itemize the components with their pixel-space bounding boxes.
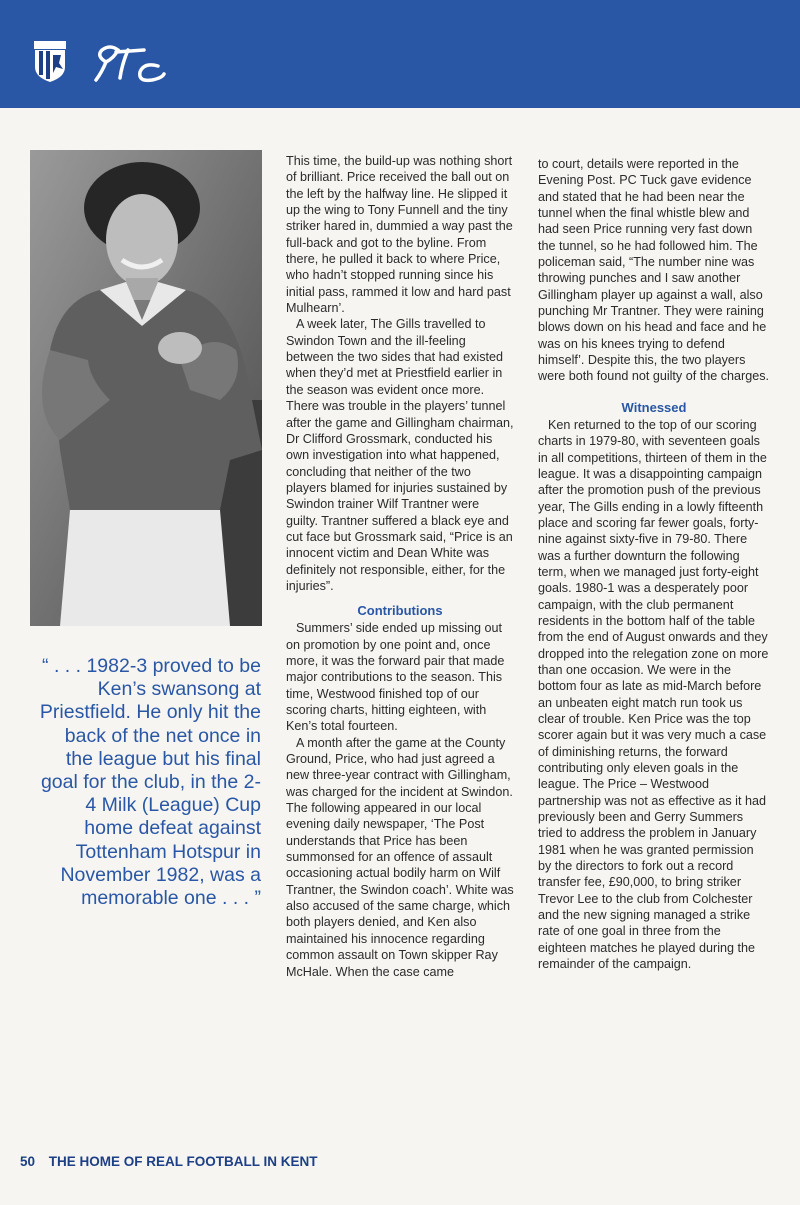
club-crest-icon: [34, 41, 66, 83]
section-heading-contributions: Contributions: [357, 603, 443, 619]
footer-title: THE HOME OF REAL FOOTBALL IN KENT: [48, 1154, 318, 1169]
paragraph: A month after the game at the County Ground, Price, who had just agreed a new three-year contract with Gillingham, was charged for the incident at Swindon. The following appeared in our local evening daily newspaper, ‘The Post understands that Price has been summonsed for an offence of assault occasioning actual bodily harm on Wilf Trantner, the Swindon coach’. White was also accused of the same charge, which both players denied, and Ken also maintained his innocence regarding common assault on Town skipper Ray McHale. When the case came: [286, 735, 514, 979]
paragraph: to court, details were reported in the Evening Post. PC Tuck gave evidence and stated that he had been near the tunnel when the final whistle blew and had seen Price running very fast down the tunnel, so he had followed him. The policeman said, “The number nine was throwing punches and I saw another Gillingham player up against a wall, also punching Mr Trantner. They were raining blows down on his head and face and he was on his knees trying to defend himself’. Despite this, the two players were both found not guilty of the charges.: [538, 157, 770, 384]
paragraph: Summers’ side ended up missing out on promotion by one point and, once more, it was the forward pair that made major contributions to the season. This time, Westwood finished top of our scoring charts, hitting eighteen, with Ken’s total fourteen.: [286, 621, 505, 734]
player-photo: [30, 150, 262, 626]
pull-quote: “ . . . 1982-3 proved to be Ken’s swansong at Priestfield. He only hit the back of the net once in the league but his final goal for the club, in the 2-4 Milk (League) Cup home defeat against Tottenham Hotspur in November 1982, was a memorable one . . . ”: [39, 655, 261, 910]
article-column-1: [286, 153, 514, 980]
paragraph: Ken returned to the top of our scoring charts in 1979-80, with seventeen goals in all competitions, thirteen of them in the league. It was a disappointing campaign after the promotion push of the previous year, The Gills ending in a lowly fifteenth place and scoring far fewer goals, forty-nine against sixty-five in 79-80. There was a further downturn the following term, when we managed just forty-eight goals. 1980-1 was a desperately poor campaign, with the club permanent residents in the bottom half of the table from the end of August onwards and they dropped into the relegation zone on more than one occasion. We were in the bottom four as late as mid-March before an unbeaten eight match run took us clear of trouble. Ken Price was the top scorer again but it was very much a case of diminishing returns, the forward contributing only eleven goals in the league. The Price – Westwood partnership was not as effective as it had previously been and Gerry Summers tried to address the problem in January 1981 when he was granted permission by the directors to fork out a record transfer fee, £90,000, to bring striker Trevor Lee to the club from Colchester and the new signing managed a strike rate of one goal in three from the eighteen matches he played during the remainder of the campaign.: [538, 417, 769, 972]
gfc-monogram-logo: [92, 42, 172, 93]
paragraph: This time, the build-up was nothing short of brilliant. Price received the ball out on the left by the halfway line. He slipped it up the wing to Tony Funnell and the tiny striker hared in, dummied a way past the full-back and got to the byline. From there, he pulled it back to where Price, who hadn’t stopped running since his initial pass, rammed it low and hard past Mulhearn’.: [286, 154, 513, 316]
page-number: 50: [20, 1154, 36, 1169]
page-footer: [20, 1154, 318, 1169]
paragraph: A week later, The Gills travelled to Swindon Town and the ill-feeling between the two sides that had existed when they’d met at Priestfield earlier in the season was evident once more. There was trouble in the players’ tunnel after the game and Gillingham chairman, Dr Clifford Grossmark, conducted his own investigation into what happened, concluding that neither of the two players blamed for injuries sustained by Swindon trainer Wilf Trantner were guilty. Trantner suffered a black eye and cut face but Grossmark said, “Price is an innocent victim and Dean White was definitely not responsible, either, for the injuries”.: [286, 317, 514, 593]
section-heading-witnessed: Witnessed: [621, 399, 687, 415]
article-column-2: [538, 156, 770, 973]
page-header: [0, 0, 800, 108]
